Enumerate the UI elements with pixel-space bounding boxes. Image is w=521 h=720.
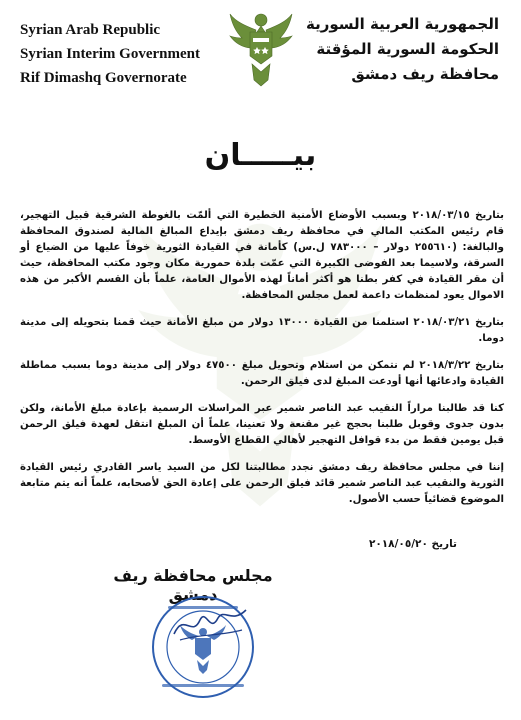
letterhead (0, 0, 521, 100)
handwritten-signature-icon (170, 604, 250, 644)
paragraph: بتاريخ ٢٠١٨/٠٣/٢١ استلمنا من القيادة ١٣٠٠٠ دولار من مبلغ الأمانة حيث قمنا بتحويله إلى مدينة دوما. (20, 317, 505, 344)
paragraph: بتاريخ ٢٠١٨/٣/٢٢ لم نتمكن من استلام وتحويل مبلغ ٤٧٥٠٠ دولار إلى مدينة دوما بسبب مماطلة القيادة وادعائها أنها أودعت المبلغ لدى فيلق الرحمن. (20, 360, 505, 387)
arabic-line-governorate: محافظة ريف دمشق (351, 65, 499, 83)
arabic-line-government: الحكومة السورية المؤقتة (316, 40, 499, 58)
arabic-line-country: الجمهورية العربية السورية (306, 15, 499, 33)
paragraph: بتاريخ ٢٠١٨/٠٣/١٥ وبسبب الأوضاع الأمنية الخطيرة التي ألمّت بالغوطة الشرقية قبيل التهجير، قام رئيس المكتب المالي في محافظة ريف دمشق بإيداع المبالغ المالية لصندوق المحافظة والبالغة: (٢٥٥٦١٠ دولار – ٧٨٣٠٠٠ ل.س) كأمانة في القيادة الثورية خوفاً عليها من الضياع أو السرقة، ولاسيما بعد الفوضى الكبيرة التي عمّت بلدة حمورية مكان وجود مكتب المحافظة، حيث أن مقر القيادة في كفر بطنا هو أكثر أماناً لهذه الأموال العامة، علماً بأن القسم الأكبر من هذه الاموال يعود لمنظمات داعمة لعمل مجلس المحافظة. (20, 210, 505, 301)
eagle-emblem-icon (228, 8, 294, 92)
english-line-country: Syrian Arab Republic (20, 22, 161, 38)
arabic-letterhead (306, 12, 499, 87)
english-letterhead (20, 18, 220, 90)
statement-title: بيـــــان (204, 138, 317, 173)
paragraph: إننا في مجلس محافظة ريف دمشق نجدد مطالبتنا لكل من السيد ياسر القادري رئيس القيادة الثورية والنقيب عبد الناصر شمير قائد فيلق الرحمن على إعادة الحق لأصحابه، علماً أنه يتم متابعة الموضوع قضائياً حسب الأصول. (20, 462, 504, 505)
english-line-governorate: Rif Dimashq Governorate (20, 70, 187, 86)
english-line-government: Syrian Interim Government (20, 46, 200, 62)
statement-date: تاريخ ٢٠١٨/٠٥/٢٠ (368, 538, 457, 550)
paragraph: كنا قد طالبنا مراراً النقيب عبد الناصر شمير عبر المراسلات الرسمية بإعادة مبلغ الأمانة، ولكن بدون جدوى وقوبل طلبنا بحجج غير مقنعة ولا تعنينا، علماً أن المبلغ انتقل لعهدة فيلق الرحمن قبل يومين فقط من بدء قوافل التهجير لأهالي القطاع الأوسط. (20, 403, 504, 446)
statement-body (20, 208, 504, 519)
signatory-council: مجلس محافظة ريف دمشق (113, 566, 273, 604)
